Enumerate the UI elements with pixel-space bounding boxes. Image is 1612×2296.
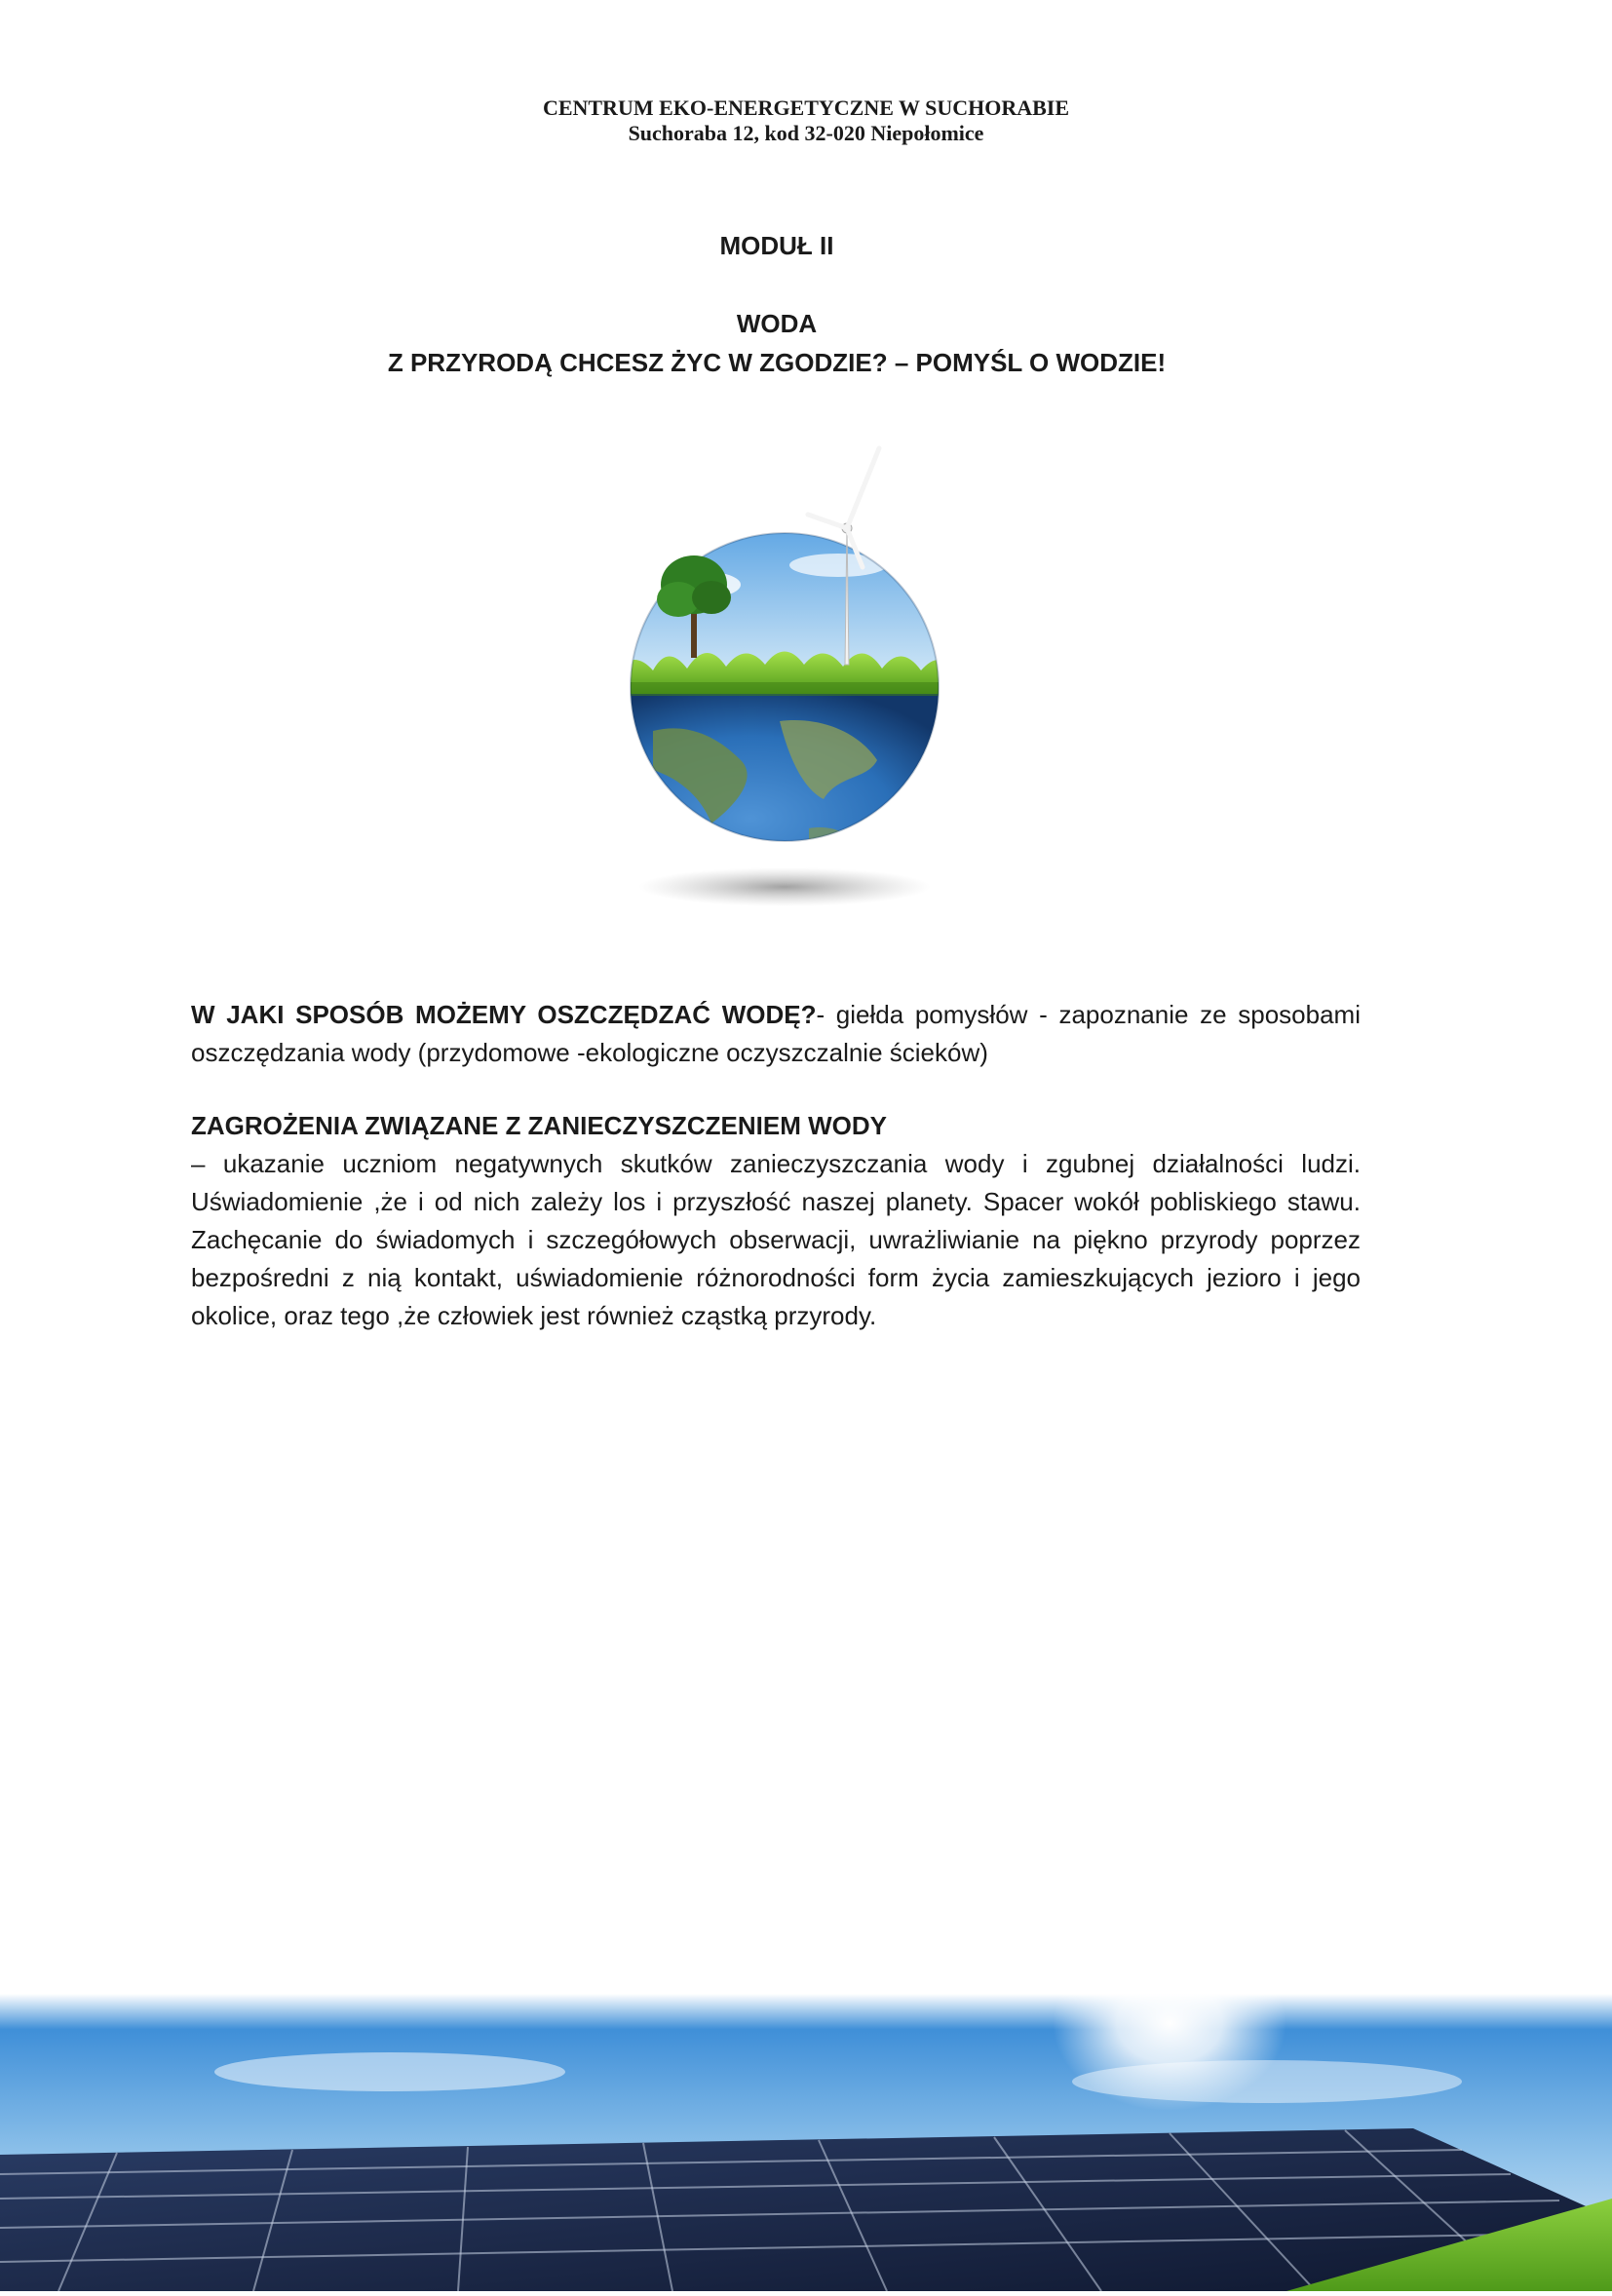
module-topic: [0, 304, 1554, 382]
water-saving-heading: W JAKI SPOSÓB MOŻEMY OSZCZĘDZAĆ WODĘ?: [191, 1000, 817, 1029]
module-title: MODUŁ II: [719, 231, 834, 260]
organization-address: Suchoraba 12, kod 32-020 Niepołomice: [628, 121, 984, 145]
module-subject: WODA: [736, 309, 818, 338]
solar-panel-icon: [0, 1994, 1612, 2291]
document-body: [191, 996, 1361, 1335]
eco-globe-icon: [614, 439, 955, 926]
water-saving-paragraph: [191, 996, 1361, 1072]
solar-panel-banner: [0, 1994, 1612, 2291]
organization-name: CENTRUM EKO-ENERGETYCZNE W SUCHORABIE: [542, 96, 1070, 120]
water-pollution-heading: ZAGROŻENIA ZWIĄZANE Z ZANIECZYSZCZENIEM WODY: [191, 1111, 887, 1140]
water-pollution-text: – ukazanie uczniom negatywnych skutków zanieczyszczania wody i zgubnej działalności ludzi. Uświadomienie ,że i od nich zależy los i przyszłość naszej planety. Spacer wokół pobliskiego stawu. Zachęcanie do świadomych i szczegółowych obserwacji, uwrażliwianie na piękno przyrody poprzez bezpośredni z nią kontakt, uświadomienie różnorodności form życia zamieszkujących jezioro i jego okolice, oraz tego ,że człowiek jest również cząstką przyrody.: [191, 1149, 1361, 1330]
water-saving-text: - giełda pomysłów - zapoznanie ze sposobami oszczędzania wody (przydomowe -ekologiczne oczyszczalnie ścieków): [191, 1000, 1361, 1067]
module-slogan: Z PRZYRODĄ CHCESZ ŻYC W ZGODZIE? – POMYŚL O WODZIE!: [387, 348, 1167, 377]
document-header: [0, 96, 1612, 146]
eco-globe-illustration: [614, 439, 955, 926]
